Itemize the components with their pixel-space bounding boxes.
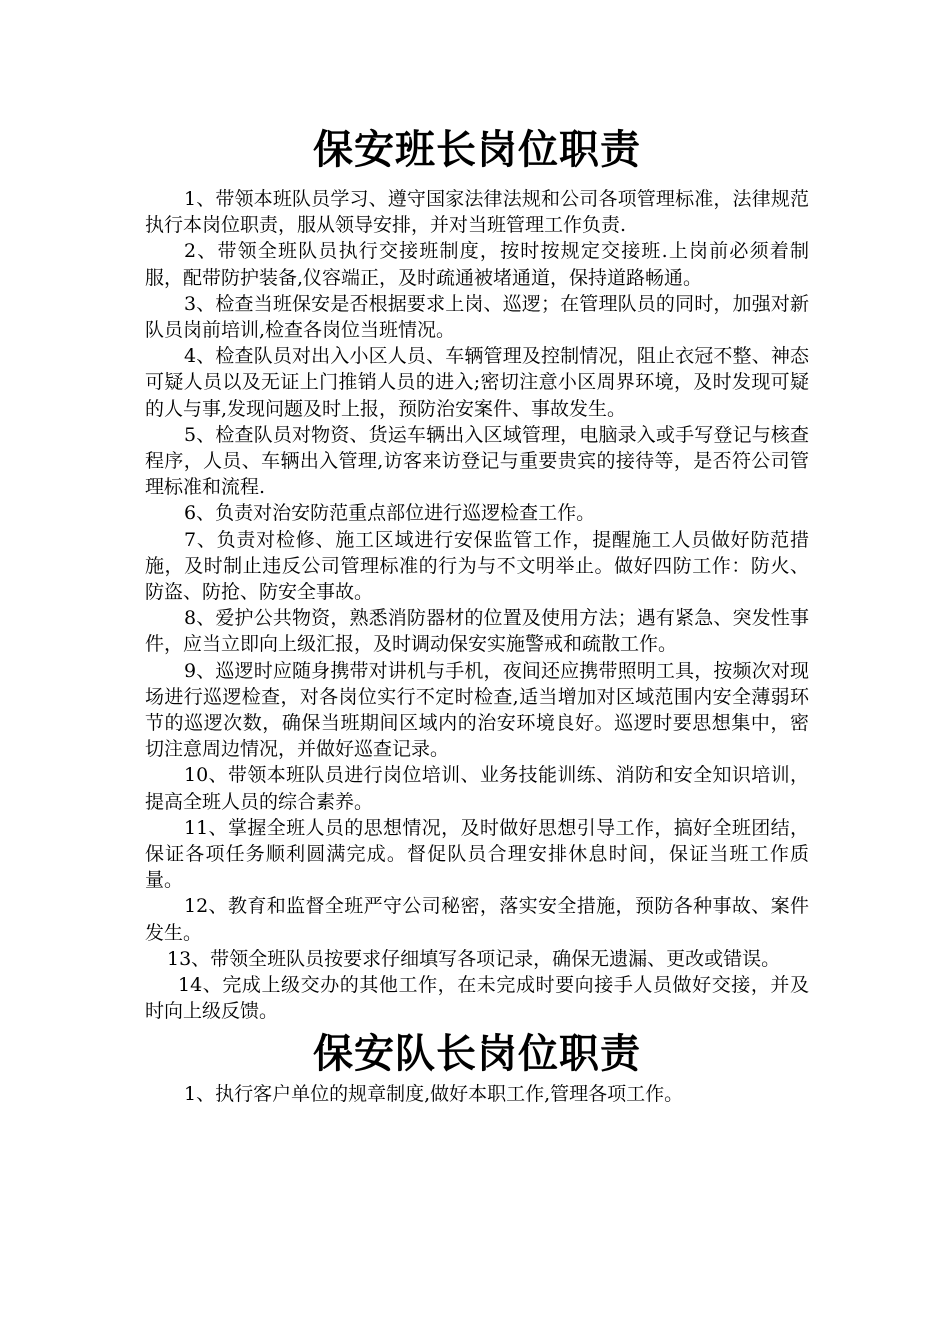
duty-item-10: 10、带领本班队员进行岗位培训、业务技能训练、消防和安全知识培训，提高全班人员的综合素养。 [145, 764, 809, 813]
duty-item-11: 11、掌握全班人员的思想情况，及时做好思想引导工作，搞好全班团结，保证各项任务顺利圆满完成。督促队员合理安排休息时间，保证当班工作质量。 [145, 816, 809, 892]
document-title-squad-leader: 保安班长岗位职责 [313, 126, 641, 173]
document-title-team-captain: 保安队长岗位职责 [313, 1029, 641, 1077]
duty-item-13: 13、带领全班队员按要求仔细填写各项记录，确保无遗漏、更改或错误。 [167, 947, 781, 970]
duty-item-8: 8、爱护公共物资，熟悉消防器材的位置及使用方法；遇有紧急、突发性事件，应当立即向上级汇报，及时调动保安实施警戒和疏散工作。 [145, 607, 809, 656]
captain-duty-item-1: 1、执行客户单位的规章制度,做好本职工作,管理各项工作。 [184, 1082, 684, 1105]
duty-item-6: 6、负责对治安防范重点部位进行巡逻检查工作。 [184, 502, 596, 525]
duty-item-1: 1、带领本班队员学习、遵守国家法律法规和公司各项管理标准，法律规范执行本岗位职责，服从领导安排，并对当班管理工作负责. [145, 188, 809, 237]
duty-item-7: 7、负责对检修、施工区域进行安保监管工作，提醒施工人员做好防范措施，及时制止违反公司管理标准的行为与不文明举止。做好四防工作：防火、防盗、防抢、防安全事故。 [145, 528, 809, 604]
duty-item-9: 9、巡逻时应随身携带对讲机与手机，夜间还应携带照明工具，按频次对现场进行巡逻检查，对各岗位实行不定时检查,适当增加对区域范围内安全薄弱环节的巡逻次数，确保当班期间区域内的治安环境良好。巡逻时要思想集中，密切注意周边情况，并做好巡查记录。 [145, 659, 809, 761]
document-page [145, 122, 809, 1107]
duty-item-2: 2、带领全班队员执行交接班制度，按时按规定交接班.上岗前必须着制服，配带防护装备,仪容端正，及时疏通被堵通道，保持道路畅通。 [145, 240, 809, 289]
duty-item-12: 12、教育和监督全班严守公司秘密，落实安全措施，预防各种事故、案件发生。 [145, 895, 809, 944]
duty-item-5: 5、检查队员对物资、货运车辆出入区域管理，电脑录入或手写登记与核查程序，人员、车辆出入管理,访客来访登记与重要贵宾的接待等，是否符公司管理标准和流程. [145, 423, 809, 499]
duty-item-4: 4、检查队员对出入小区人员、车辆管理及控制情况，阻止衣冠不整、神态可疑人员以及无证上门推销人员的进入;密切注意小区周界环境，及时发现可疑的人与事,发现问题及时上报，预防治安案件、事故发生。 [145, 345, 809, 420]
duty-item-3: 3、检查当班保安是否根据要求上岗、巡逻；在管理队员的同时，加强对新队员岗前培训,检查各岗位当班情况。 [145, 292, 809, 342]
duty-item-14: 14、完成上级交办的其他工作，在未完成时要向接手人员做好交接，并及时向上级反馈。 [145, 974, 809, 1023]
